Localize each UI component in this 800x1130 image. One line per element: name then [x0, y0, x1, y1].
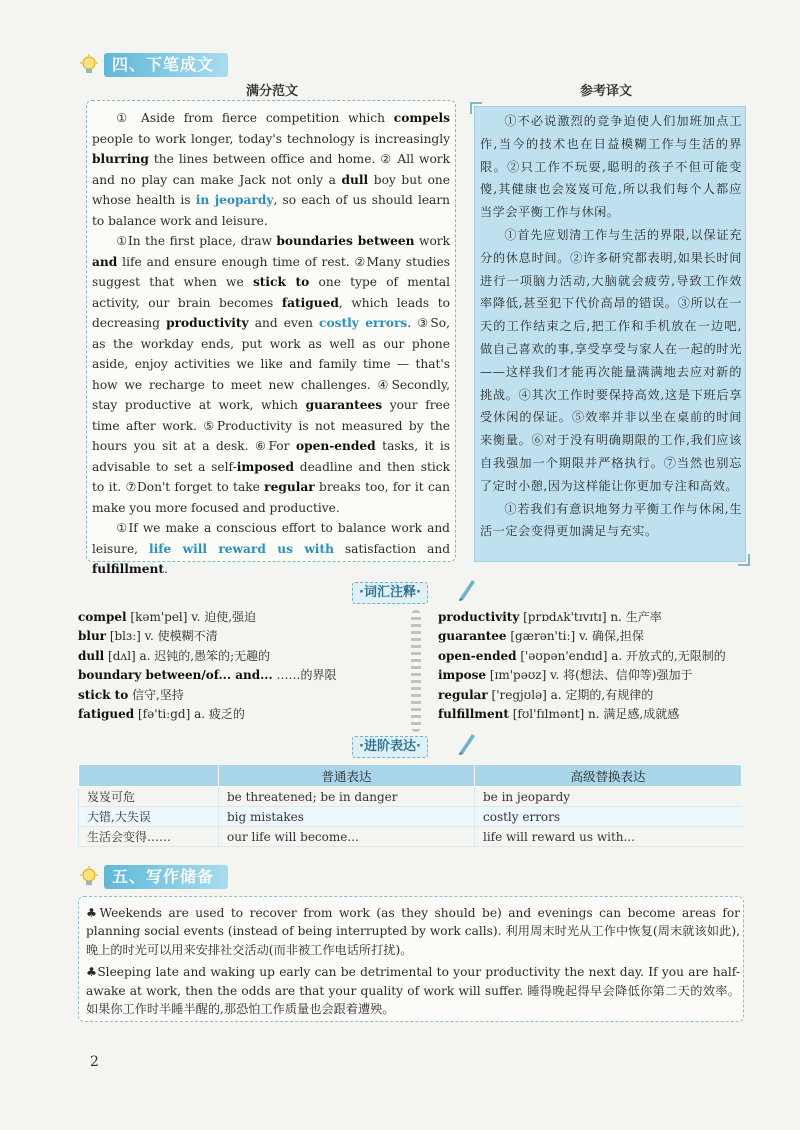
- pen-icon: [456, 730, 478, 756]
- vocab-list-left: [78, 608, 336, 724]
- vocab-entry: [78, 705, 336, 724]
- vocab-definition: [fə'tiːgd] a. 疲乏的: [134, 707, 245, 722]
- vocab-word: productivity: [438, 610, 520, 624]
- highlight-phrase: costly errors: [319, 316, 408, 330]
- text-run: life and ensure enough time of rest. ②Many studies suggest that when we: [92, 254, 450, 289]
- text-run: .: [164, 562, 168, 576]
- vocab-entry: [78, 666, 336, 685]
- text-run: your free time after work. ⑤Productivity is not measured by the hours you sit at a desk. ⑥For: [92, 398, 450, 453]
- essay-text: [92, 108, 450, 580]
- vocab-word: boundary between/of... and...: [78, 668, 273, 683]
- essay-title: 满分范文: [246, 84, 299, 99]
- vocab-entry: [78, 647, 336, 666]
- text-run: one type of mental activity, our brain becomes: [92, 275, 450, 310]
- translation-paragraph-1: ①不必说激烈的竞争迫使人们加班加点工作,当今的技术也在日益模糊工作与生活的界限。②只工作不玩耍,聪明的孩子不但可能变傻,其健康也会岌岌可危,所以我们每个人都应当学会平衡工作与休闲。: [480, 114, 742, 220]
- vocab-entry: [438, 705, 726, 724]
- essay-paragraph-1: [92, 108, 450, 231]
- table-cell: life will reward us with...: [475, 827, 742, 847]
- vocab-list-right: [438, 608, 726, 724]
- essay-paragraph-2: [92, 231, 450, 518]
- table-cell: be threatened; be in danger: [219, 787, 475, 807]
- table-row: [79, 807, 742, 827]
- key-term: dull: [341, 172, 369, 187]
- page-number: 2: [90, 1054, 99, 1070]
- translation-paragraph-2: ①首先应划清工作与生活的界限,以保证充分的休息时间。②许多研究都表明,如果长时间进行一项脑力活动,大脑就会疲劳,导致工作效率降低,甚至犯下代价高昂的错误。③所以在一天的工作结束之后,把工作和手机放在一边吧,做自己喜欢的事,享受享受与家人在一起的时光——这样我们才能再次能量满满地去应对新的挑战。④其次工作时要保持高效,这是下班后享受休闲的保证。⑤效率并非以坐在桌前的时间来衡量。⑥对于没有明确期限的工作,我们应该自我强加一个期限并严格执行。⑦当然也别忘了定时小憩,因为这样能让你更加专注和高效。: [480, 227, 742, 493]
- vocab-definition: ['əʊpən'endɪd] a. 开放式的,无限制的: [516, 648, 726, 663]
- key-term: compels: [393, 111, 450, 125]
- vocab-entry: [438, 627, 726, 646]
- section-header-5: [78, 864, 228, 890]
- key-term: fatigued: [281, 295, 339, 310]
- advanced-table: [78, 764, 742, 847]
- highlight-phrase: in jeopardy: [195, 193, 274, 207]
- vocab-definition: ['regjʊlə] a. 定期的,有规律的: [487, 687, 654, 702]
- text-run: . ③So, as the workday ends, put work as well as our phone aside, enjoy activities we like and family time — that's how we recharge to meet new challenges. ④Secondly, stay productive at work, which: [92, 316, 450, 412]
- prep-item: ♣Weekends are used to recover from work (as they should be) and evenings can become areas for planning social events (instead of being interrupted by work calls). 利用周末时光从工作中恢复(周末就该如此),晚上的时光可以用来安排社交活动(而非被工作电话所打扰)。: [86, 906, 740, 957]
- translation-paragraph-3: ①若我们有意识地努力平衡工作与休闲,生活一定会变得更加满足与充实。: [480, 501, 742, 539]
- key-term: productivity: [166, 316, 249, 330]
- vocab-entry: [438, 647, 726, 666]
- table-cell: costly errors: [475, 807, 742, 827]
- vocab-label: ·词汇注释·: [352, 582, 428, 604]
- key-term: open-ended: [295, 439, 376, 453]
- vocab-entry: [438, 686, 726, 705]
- translation-text: [480, 110, 742, 543]
- translation-title: 参考译文: [580, 84, 633, 99]
- table-header-cell: [79, 765, 219, 787]
- vocab-word: dull: [78, 648, 105, 663]
- vocab-word: blur: [78, 629, 106, 644]
- text-run: ①If we make a conscious effort to balance work and leisure,: [92, 521, 450, 556]
- vocab-word: fulfillment: [438, 707, 509, 722]
- text-run: people to work longer, today's technology is increasingly: [92, 131, 450, 146]
- vocab-word: open-ended: [438, 648, 517, 663]
- text-run: satisfaction and: [333, 541, 450, 556]
- pen-icon: [456, 576, 478, 602]
- lightbulb-icon: [78, 866, 100, 888]
- text-run: ①In the first place, draw: [116, 234, 277, 248]
- vocab-definition: [blɜː] v. 使模糊不清: [106, 629, 218, 644]
- vocab-entry: [438, 666, 726, 685]
- table-cell: be in jeopardy: [475, 787, 742, 807]
- vocab-entry: [78, 627, 336, 646]
- vocab-word: guarantee: [438, 629, 507, 644]
- section-title: 五、写作储备: [104, 865, 228, 889]
- vocab-word: stick to: [78, 687, 129, 702]
- section-title: 四、下笔成文: [104, 53, 228, 77]
- key-term: and: [92, 254, 118, 269]
- highlight-phrase: life will reward us with: [149, 541, 334, 556]
- text-run: , so each of us should learn to balance work and leisure.: [92, 193, 450, 228]
- key-term: fulfillment: [92, 562, 164, 576]
- text-run: , which leads to decreasing: [92, 295, 450, 330]
- text-run: ① Aside from fierce competition which: [116, 111, 394, 125]
- lightbulb-icon: [78, 54, 100, 76]
- table-cell: our life will become...: [219, 827, 475, 847]
- text-run: work: [414, 234, 451, 248]
- key-term: blurring: [92, 152, 149, 166]
- vocab-entry: [78, 608, 336, 627]
- essay-paragraph-3: [92, 518, 450, 580]
- vocab-definition: ……的界限: [272, 668, 337, 683]
- table-header-row: [79, 765, 742, 787]
- table-header-cell: 普通表达: [219, 765, 475, 787]
- vocab-entry: [78, 686, 336, 705]
- vocab-definition: [kəm'pel] v. 迫使,强迫: [126, 610, 257, 624]
- table-cell: 岌岌可危: [79, 787, 219, 807]
- vocab-definition: [gærən'tiː] v. 确保,担保: [506, 629, 644, 644]
- table-row: [79, 827, 742, 847]
- key-term: imposed: [236, 459, 295, 474]
- advanced-label: ·进阶表达·: [352, 736, 428, 758]
- vocab-definition: [prɒdʌk'tɪvɪtɪ] n. 生产率: [519, 610, 662, 624]
- key-term: boundaries between: [276, 234, 415, 248]
- divider-chain: [411, 610, 421, 732]
- vocab-definition: [fʊl'fɪlmənt] n. 满足感,成就感: [508, 707, 680, 722]
- table-row: [79, 787, 742, 807]
- vocab-word: regular: [438, 687, 488, 702]
- vocab-definition: 信守,坚持: [128, 687, 184, 702]
- vocab-definition: [dʌl] a. 迟钝的,愚笨的;无趣的: [104, 648, 271, 663]
- text-run: breaks too, for it can make you more focused and productive.: [92, 480, 450, 515]
- text-run: boy but one whose health is: [92, 172, 450, 207]
- table-header-cell: 高级替换表达: [475, 765, 742, 787]
- key-term: regular: [264, 480, 315, 494]
- table-cell: big mistakes: [219, 807, 475, 827]
- key-term: guarantees: [305, 398, 383, 412]
- vocab-word: compel: [78, 610, 127, 624]
- writing-prep-text: [86, 904, 740, 1022]
- corner-mark: [738, 554, 750, 566]
- text-run: deadline and then stick to it. ⑦Don't forget to take: [92, 459, 450, 494]
- vocab-word: impose: [438, 668, 487, 683]
- prep-item: ♣Sleeping late and waking up early can be detrimental to your productivity the next day. If you are half-awake at work, then the odds are that your quality of work will suffer. 睡得晚起得早会降低你第二天的效率。如果你工作时半睡半醒的,那恐怕工作质量也会跟着遭殃。: [86, 965, 740, 1017]
- vocab-word: fatigued: [78, 707, 135, 722]
- section-header-4: [78, 52, 228, 78]
- vocab-entry: [438, 608, 726, 627]
- vocab-definition: [ɪm'pəʊz] v. 将(想法、信仰等)强加于: [486, 668, 693, 683]
- table-cell: 大错,大失误: [79, 807, 219, 827]
- text-run: the lines between office and home. ② All work and no play can make Jack not only a: [92, 152, 450, 187]
- text-run: tasks, it is advisable to set a self-: [92, 439, 450, 474]
- table-cell: 生活会变得……: [79, 827, 219, 847]
- key-term: stick to: [252, 275, 310, 289]
- text-run: and even: [248, 316, 320, 330]
